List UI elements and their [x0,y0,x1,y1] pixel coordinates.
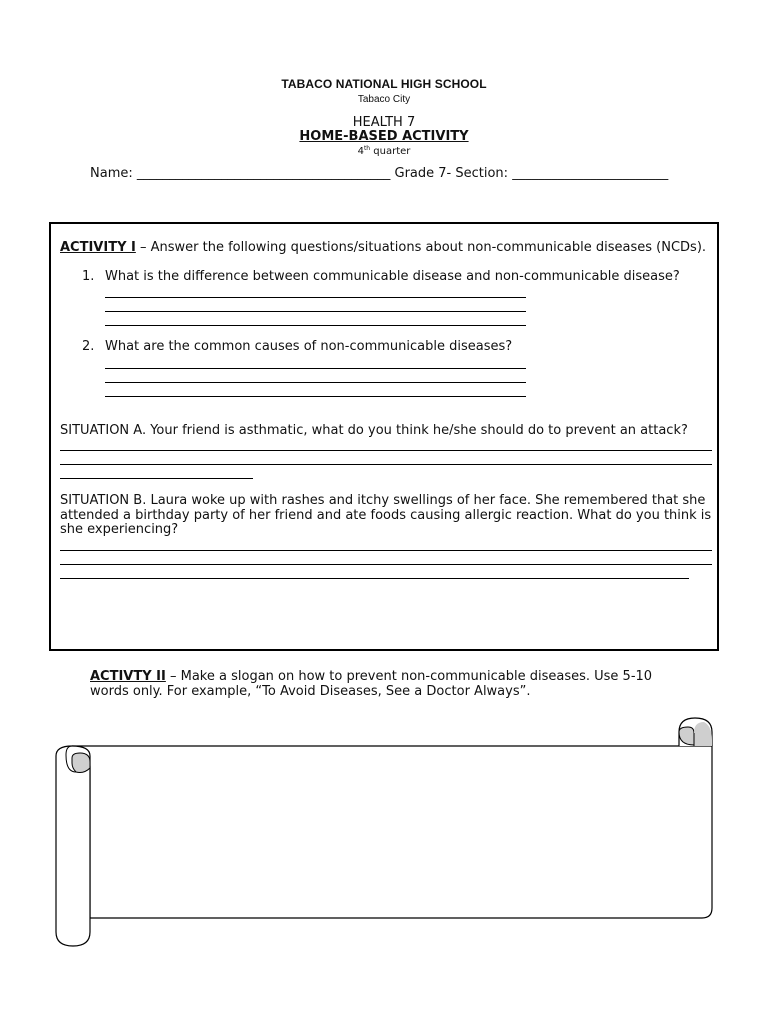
quarter-number: 4 [357,146,364,157]
subject-title: HEALTH 7 [352,115,416,130]
school-name: TABACO NATIONAL HIGH SCHOOL [281,77,487,91]
quarter-suffix: th [363,145,371,152]
question-text: What is the difference between communicable disease and non-communicable disease? [105,268,680,284]
activity-2-title: ACTIVTY II [90,669,166,684]
grade-section-label: Grade 7- Section: [394,166,509,181]
school-city: Tabaco City [357,94,411,105]
activity-1-instruction: – Answer the following questions/situations about non-communicable diseases (NCDs). [135,240,707,255]
scroll-left-roll [56,746,90,946]
scroll-body [72,746,712,918]
section-blank[interactable]: ________________________ [512,166,669,181]
name-label: Name: [90,166,133,181]
quarter-word: quarter [373,146,411,157]
question-text: What are the common causes of non-communicable diseases? [105,339,513,354]
situation-a-text: SITUATION A. Your friend is asthmatic, what do you think he/she should do to prevent an attack? [60,422,688,438]
name-blank[interactable]: _______________________________________ [136,166,391,181]
situation-b-text: SITUATION B. Laura woke up with rashes and itchy swellings of her face. She remembered that she attended a birthday party of her friend and ate foods causing allergic reaction. What do you think is she experiencing? [60,493,712,537]
activity-2-instruction: – Make a slogan on how to prevent non-communicable diseases. Use 5-10 words only. For example, “To Avoid Diseases, See a Doctor Always”. [90,669,653,699]
activity-type-title: HOME-BASED ACTIVITY [299,129,469,144]
question-number: 2. [82,339,95,354]
activity-1-title: ACTIVITY I [60,240,136,255]
scroll-left-curl [72,753,90,773]
question-number: 1. [82,268,95,284]
